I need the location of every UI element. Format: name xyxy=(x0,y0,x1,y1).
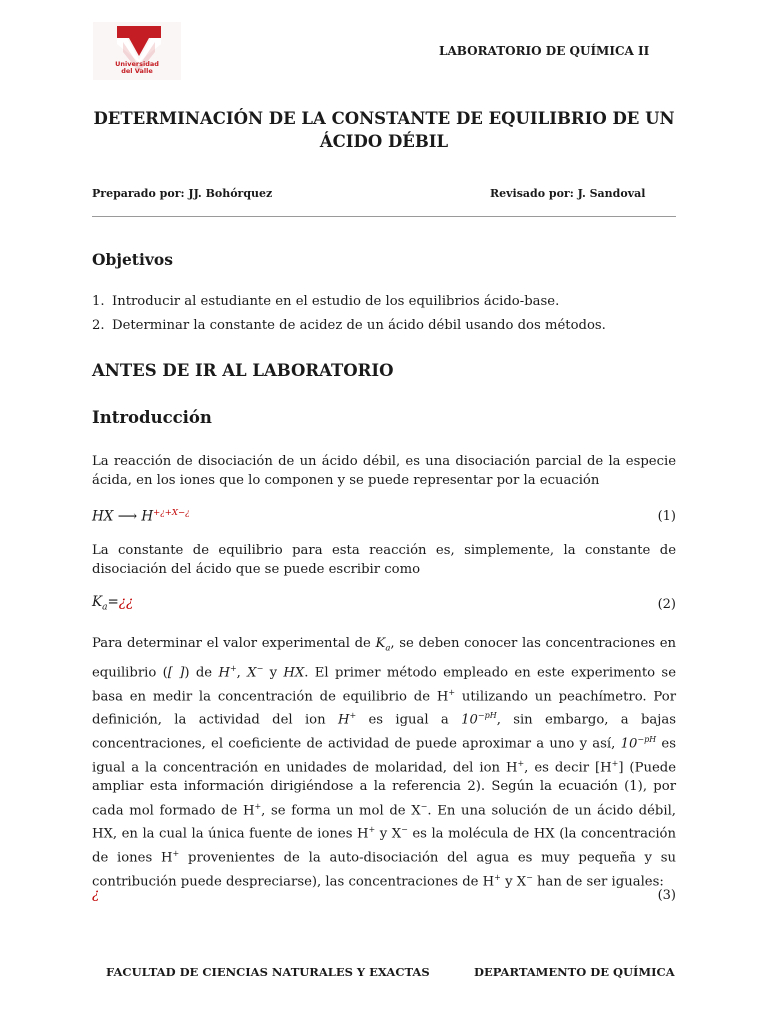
equation-1 xyxy=(92,508,190,525)
text-run: han de ser iguales: xyxy=(532,874,664,890)
list-item xyxy=(92,290,676,314)
text-run: es la molécula de HX (la concentración de iones H xyxy=(92,826,676,866)
eq1-h: H xyxy=(141,508,154,525)
course-header: LABORATORIO DE QUÍMICA II xyxy=(439,44,650,58)
superscript: + xyxy=(517,758,525,768)
ka-symbol: K xyxy=(375,636,386,651)
text-run: , se forma un mol de X xyxy=(261,803,421,819)
superscript: − xyxy=(401,825,408,835)
superscript: −pH xyxy=(477,711,497,721)
list-number: 2. xyxy=(92,318,105,333)
eq1-superscript: +¿+X−¿ xyxy=(153,508,190,518)
x-symbol: X xyxy=(247,665,257,681)
superscript: + xyxy=(229,663,237,673)
superscript: + xyxy=(254,801,262,811)
footer-department: DEPARTAMENTO DE QUÍMICA xyxy=(474,965,675,979)
superscript: − xyxy=(256,663,264,673)
ka-subscript: a xyxy=(385,643,391,654)
list-number: 1. xyxy=(92,294,105,309)
text-run: , sin embargo, a bajas concentraciones, el coeficiente de actividad de puede aproximar a uno y así, xyxy=(92,712,676,752)
text-run: , se deben conocer las concentraciones en equilibrio ( xyxy=(92,636,677,681)
text-run: , es decir [H xyxy=(524,760,612,776)
text-run: utilizando un peachímetro. Por definición, la actividad del ion xyxy=(92,689,676,728)
eq2-equals: = xyxy=(107,594,119,610)
text-run: y X xyxy=(375,826,402,842)
logo-caption xyxy=(115,61,159,75)
eq2-k: K xyxy=(92,594,103,610)
text-run: . En una solución de un ácido débil, HX, en la cual la única fuente de iones H xyxy=(92,803,676,842)
text-run: es igual a xyxy=(356,712,462,728)
text-run: es igual a la concentración en unidades de molaridad, del ion H xyxy=(92,736,676,776)
intro-paragraph-2: La constante de equilibrio para esta reacción es, simplemente, la constante de disociación del ácido que se puede escribir como xyxy=(92,543,676,578)
text-run: ] (Puede ampliar esta información dirigiéndose a la referencia 2). Según la ecuación (1), por cada mol formado de H xyxy=(92,760,676,819)
text-run: y X xyxy=(500,874,527,890)
text-run: ) de xyxy=(184,665,219,681)
document-title xyxy=(92,107,676,153)
ten-symbol: 10 xyxy=(461,712,478,728)
list-text: Determinar la constante de acidez de un ácido débil usando dos métodos. xyxy=(112,318,606,333)
title-line-2: ÁCIDO DÉBIL xyxy=(319,132,449,151)
logo-line-1: Universidad xyxy=(115,60,159,68)
superscript: + xyxy=(448,687,456,697)
eq2-red-glyphs: ¿¿ xyxy=(118,594,134,610)
text-run: . El primer método empleado en este experimento se basa en medir la concentración de equilibrio de H xyxy=(92,665,676,705)
intro-paragraph-3 xyxy=(92,634,676,891)
ten-symbol: 10 xyxy=(620,736,638,752)
superscript: + xyxy=(172,849,180,859)
eq1-lhs: HX xyxy=(92,508,114,525)
list-text: Introducir al estudiante en el estudio de los equilibrios ácido-base. xyxy=(112,294,560,309)
superscript: + xyxy=(494,872,501,882)
equation-3 xyxy=(92,886,99,902)
superscript: −pH xyxy=(637,735,657,744)
equation-1-number: (1) xyxy=(657,509,676,524)
eq2-subscript: a xyxy=(102,602,108,613)
equation-2-number: (2) xyxy=(657,597,676,612)
text-run: , xyxy=(236,665,248,681)
equation-2 xyxy=(92,594,133,613)
brackets-symbol: [ ] xyxy=(167,665,185,681)
reviewed-by: Revisado por: J. Sandoval xyxy=(490,187,646,200)
text-run: provenientes de la auto-disociación del agua es muy pequeña y su contribución puede despreciarse), las concentraciones de H xyxy=(92,850,677,890)
logo-line-2: del Valle xyxy=(121,67,153,75)
reaction-arrow: ⟶ xyxy=(117,508,138,525)
title-line-1: DETERMINACIÓN DE LA CONSTANTE DE EQUILIBRIO DE UN xyxy=(93,109,675,128)
objectives-heading: Objetivos xyxy=(92,250,173,269)
header-divider xyxy=(92,216,676,217)
h-symbol: H xyxy=(337,712,350,728)
list-item xyxy=(92,314,676,338)
superscript: + xyxy=(611,758,619,768)
superscript: − xyxy=(526,872,533,882)
superscript: + xyxy=(368,825,376,835)
before-lab-heading: ANTES DE IR AL LABORATORIO xyxy=(92,361,394,380)
prepared-by: Preparado por: JJ. Bohórquez xyxy=(92,187,273,200)
equation-3-number: (3) xyxy=(657,888,676,903)
text-run: y xyxy=(263,665,284,681)
introduction-heading: Introducción xyxy=(92,408,212,427)
eq3-red-glyph: ¿ xyxy=(92,886,100,902)
superscript: + xyxy=(349,711,357,721)
text-run: Para determinar el valor experimental de xyxy=(92,636,376,651)
intro-paragraph-1: La reacción de disociación de un ácido débil, es una disociación parcial de la especie ácida, en los iones que lo componen y se puede representar por la ecuación xyxy=(92,454,676,489)
superscript: − xyxy=(420,801,428,811)
objectives-list xyxy=(92,290,676,338)
footer-faculty: FACULTAD DE CIENCIAS NATURALES Y EXACTAS xyxy=(106,965,430,979)
hx-symbol: HX xyxy=(283,665,305,681)
h-symbol: H xyxy=(218,665,230,681)
